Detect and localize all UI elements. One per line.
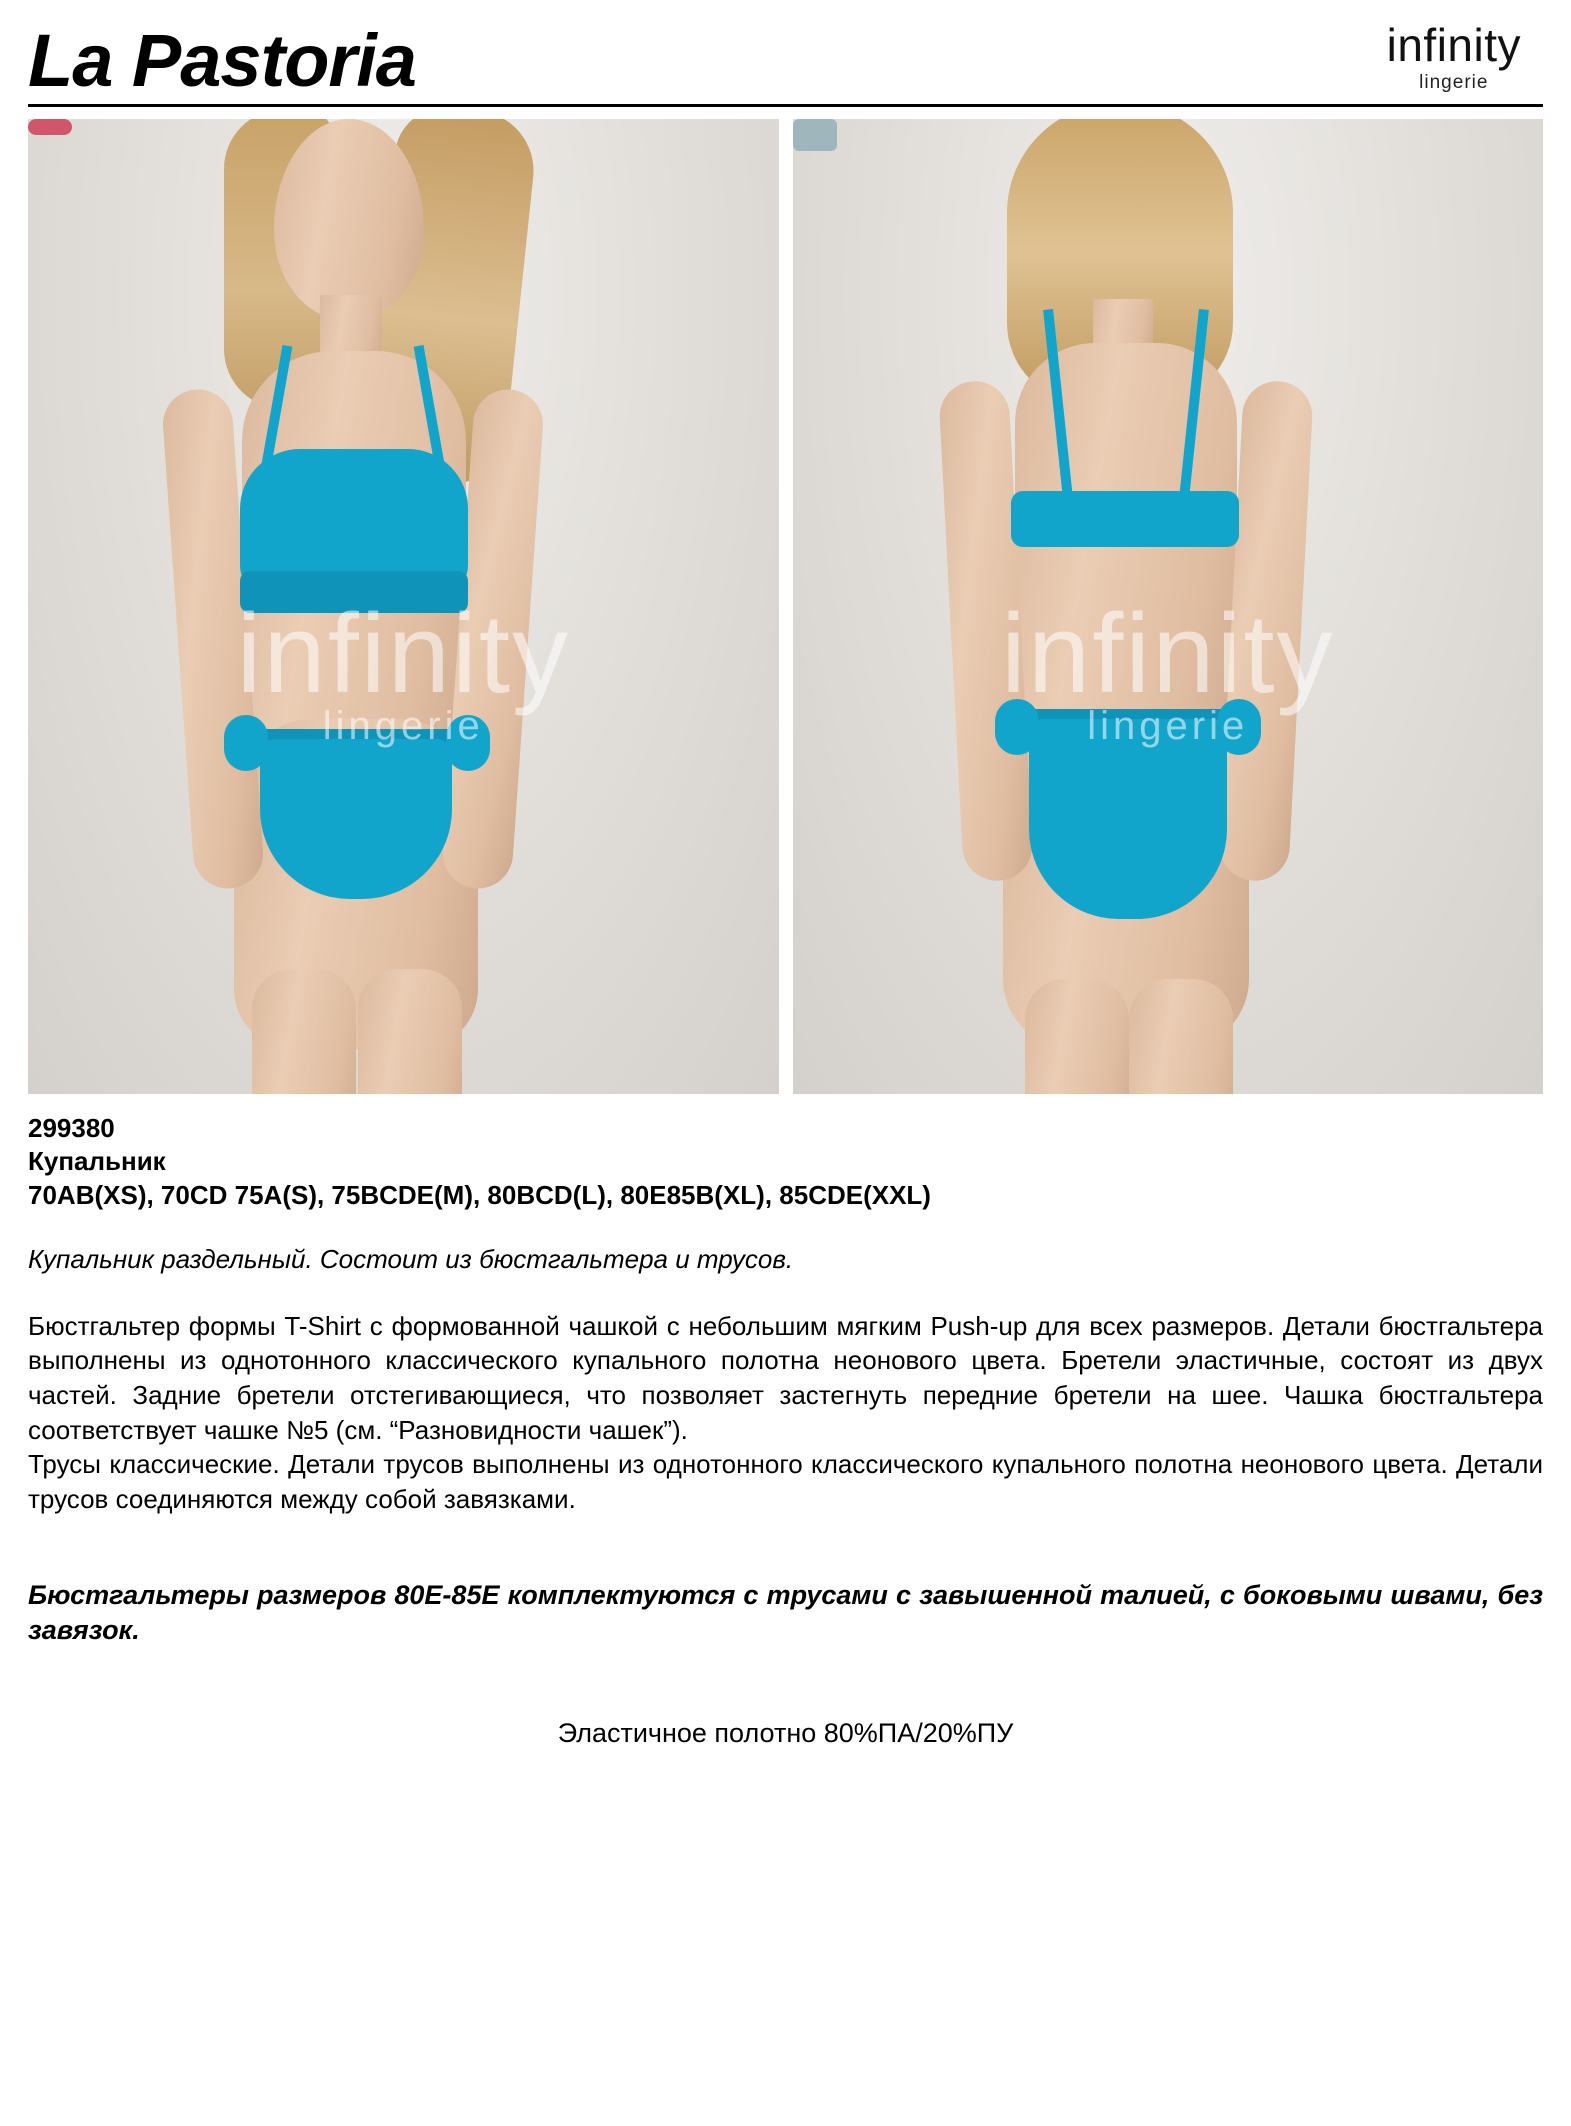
brief-front: [260, 739, 452, 899]
description-bra: Бюстгальтер формы T-Shirt с формованной чашкой с небольшим мягким Push-up для всех размеров. Детали бюстгальтера выполнены из однотонного классического купального полотна неонового цвета. Бретели эластичные, состоят из двух частей. Задние бретели отстегивающиеся, что позволяет застегнуть передние бретели на шее. Чашка бюстгальтера соответствует чашке №5 (см. “Разновидности чашек”).: [28, 1310, 1543, 1445]
model-leg-right-front: [358, 969, 462, 1094]
product-sizes: 70AB(XS), 70CD 75A(S), 75BCDE(M), 80BCD(L), 80E85B(XL), 85CDE(XXL): [28, 1179, 931, 1210]
product-photo-back: [793, 119, 1544, 1094]
product-fabric: Эластичное полотно 80%ПА/20%ПУ: [557, 1718, 1014, 1749]
brief-tie-right-front: [446, 715, 490, 771]
model-figure-back: [793, 119, 1544, 1094]
product-photo-gallery: [28, 119, 1543, 1094]
product-description: [28, 1309, 1543, 1516]
brand-logo-name: infinity: [1386, 19, 1521, 71]
brief-tie-left-front: [224, 715, 268, 771]
brand-logo-tagline: lingerie: [1419, 72, 1489, 93]
product-type: Купальник: [28, 1146, 166, 1177]
photo-watermark-back: infinity lingerie: [1001, 591, 1335, 748]
product-intro: Купальник раздельный. Состоит из бюстгальтера и трусов.: [28, 1243, 794, 1274]
bra-band-back: [1011, 491, 1239, 547]
header-divider: [28, 104, 1543, 107]
bra-clasp: [793, 119, 837, 151]
photo-watermark-front: infinity lingerie: [236, 591, 570, 748]
brand-logo: [1386, 19, 1543, 98]
model-figure-front: [28, 119, 779, 1094]
brief-back: [1029, 719, 1227, 919]
brief-tie-right-back: [1217, 699, 1261, 755]
product-photo-front: [28, 119, 779, 1094]
brief-tie-left-back: [995, 699, 1039, 755]
model-lips: [28, 119, 72, 135]
product-article: 299380: [28, 1113, 115, 1143]
product-identity: [28, 1112, 1543, 1212]
model-leg-left-back: [1025, 979, 1129, 1094]
page-title: La Pastoria: [28, 19, 416, 102]
description-brief: Трусы классические. Детали трусов выполнены из однотонного классического купального полотна неонового цвета. Детали трусов соединяются между собой завязками.: [28, 1449, 1543, 1514]
product-note: Бюстгальтеры размеров 80E-85E комплектуются с трусами с завышенной талией, с боковыми швами, без завязок.: [28, 1580, 1543, 1646]
model-leg-right-back: [1129, 979, 1233, 1094]
model-leg-left-front: [252, 969, 356, 1094]
bra-band-front: [240, 571, 468, 613]
page-header: [28, 19, 1543, 104]
